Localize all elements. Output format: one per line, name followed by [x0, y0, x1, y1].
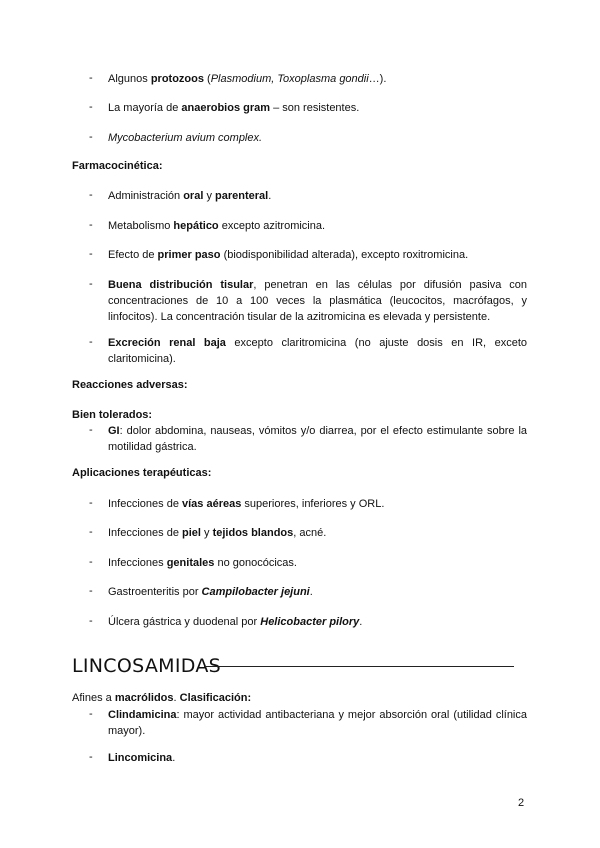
text-run: excepto claritromicina (no ajuste dosis en IR, exceto claritomicina).: [108, 337, 527, 365]
text-run: Afines a: [72, 692, 115, 704]
text-run: (biodisponibilidad alterada), excepto roxitromicina.: [220, 249, 469, 261]
list-item: [108, 277, 527, 325]
text-run: Metabolismo: [108, 220, 174, 232]
text-run: Clasificación:: [179, 692, 252, 704]
text-run: Lincomicina: [108, 752, 173, 764]
section-intro: [72, 691, 251, 706]
title-rule: [204, 666, 514, 667]
list-item: [108, 100, 527, 116]
text-run: .: [359, 616, 363, 628]
text-run: .: [309, 586, 313, 598]
bullet-dash: -: [89, 101, 93, 113]
bullet-dash: -: [89, 424, 93, 436]
text-run: Buena distribución tisular: [108, 279, 254, 291]
text-run: Plasmodium, Toxoplasma gondii: [210, 73, 369, 85]
text-run: : dolor abdomina, nauseas, vómitos y/o diarrea, por el efecto estimulante sobre la motilidad gástrica.: [108, 425, 527, 453]
text-run: .: [268, 190, 272, 202]
text-run: : mayor actividad antibacteriana y mejor absorción oral (utilidad clínica mayor).: [108, 709, 527, 737]
text-run: GI: [108, 425, 120, 437]
page-number: 2: [518, 797, 525, 809]
text-run: vías aéreas: [182, 498, 242, 510]
bullet-dash: -: [89, 615, 93, 627]
text-run: parenteral: [215, 190, 269, 202]
text-run: superiores, inferiores y ORL.: [241, 498, 385, 510]
bullet-dash: -: [89, 131, 93, 143]
text-run: primer paso: [157, 249, 221, 261]
text-run: excepto azitromicina.: [218, 220, 326, 232]
text-run: , penetran en las células por difusión pasiva con concentraciones de 10 a 100 veces la plasmática (leucocitos, macrófagos, y linfocitos). La concentración tisular de la azitromicina es elevada y persistente.: [108, 279, 527, 323]
list-item: [108, 614, 527, 630]
text-run: genitales: [166, 557, 215, 569]
list-item: [108, 335, 527, 367]
text-run: Administración: [108, 190, 184, 202]
text-run: Mycobacterium avium complex.: [108, 132, 263, 144]
list-item: [108, 496, 527, 512]
text-run: Infecciones de: [108, 527, 182, 539]
section-title: LINCOSAMIDAS: [72, 655, 221, 677]
bullet-dash: -: [89, 336, 93, 348]
text-run: tejidos blandos: [212, 527, 294, 539]
bullet-dash: -: [89, 189, 93, 201]
text-run: y: [203, 190, 216, 202]
text-run: piel: [182, 527, 201, 539]
text-run: macrólidos: [114, 692, 174, 704]
list-item: [108, 71, 527, 87]
text-run: Algunos: [108, 73, 151, 85]
heading-bien-tolerados: Bien tolerados:: [72, 409, 153, 421]
text-run: .: [173, 692, 180, 704]
bullet-dash: -: [89, 72, 93, 84]
text-run: hepático: [173, 220, 219, 232]
list-item: [108, 130, 527, 146]
list-item: [108, 218, 527, 234]
text-run: no gonocócicas.: [214, 557, 297, 569]
bullet-dash: -: [89, 585, 93, 597]
list-item: [108, 555, 527, 571]
heading-aplicaciones: Aplicaciones terapéuticas:: [72, 467, 212, 479]
heading-reacciones-adversas: Reacciones adversas:: [72, 379, 188, 391]
text-run: Infecciones: [108, 557, 167, 569]
text-run: …).: [368, 73, 387, 85]
bullet-dash: -: [89, 497, 93, 509]
text-run: anaerobios gram: [181, 102, 271, 114]
text-run: Úlcera gástrica y duodenal por: [108, 616, 261, 628]
text-run: Gastroenteritis por: [108, 586, 202, 598]
text-run: Helicobacter pilory: [260, 616, 360, 628]
text-run: Excreción renal baja: [108, 337, 226, 349]
text-run: Infecciones de: [108, 498, 182, 510]
heading-farmacocinetica: Farmacocinética:: [72, 160, 163, 172]
list-item: [108, 423, 527, 455]
text-run: – son resistentes.: [270, 102, 360, 114]
text-run: La mayoría de: [108, 102, 182, 114]
bullet-dash: -: [89, 556, 93, 568]
text-run: Clindamicina: [108, 709, 177, 721]
bullet-dash: -: [89, 751, 93, 763]
text-run: y: [200, 527, 213, 539]
list-item: [108, 188, 527, 204]
bullet-dash: -: [89, 708, 93, 720]
text-run: protozoos: [150, 73, 204, 85]
list-item: [108, 525, 527, 541]
bullet-dash: -: [89, 219, 93, 231]
bullet-dash: -: [89, 248, 93, 260]
bullet-dash: -: [89, 278, 93, 290]
list-item: [108, 750, 527, 766]
text-run: oral: [183, 190, 204, 202]
text-run: (: [203, 73, 211, 85]
list-item: [108, 584, 527, 600]
text-run: Efecto de: [108, 249, 158, 261]
text-run: Campilobacter jejuni: [201, 586, 310, 598]
list-item: [108, 247, 527, 263]
text-run: , acné.: [293, 527, 327, 539]
bullet-dash: -: [89, 526, 93, 538]
list-item: [108, 707, 527, 739]
text-run: .: [172, 752, 176, 764]
